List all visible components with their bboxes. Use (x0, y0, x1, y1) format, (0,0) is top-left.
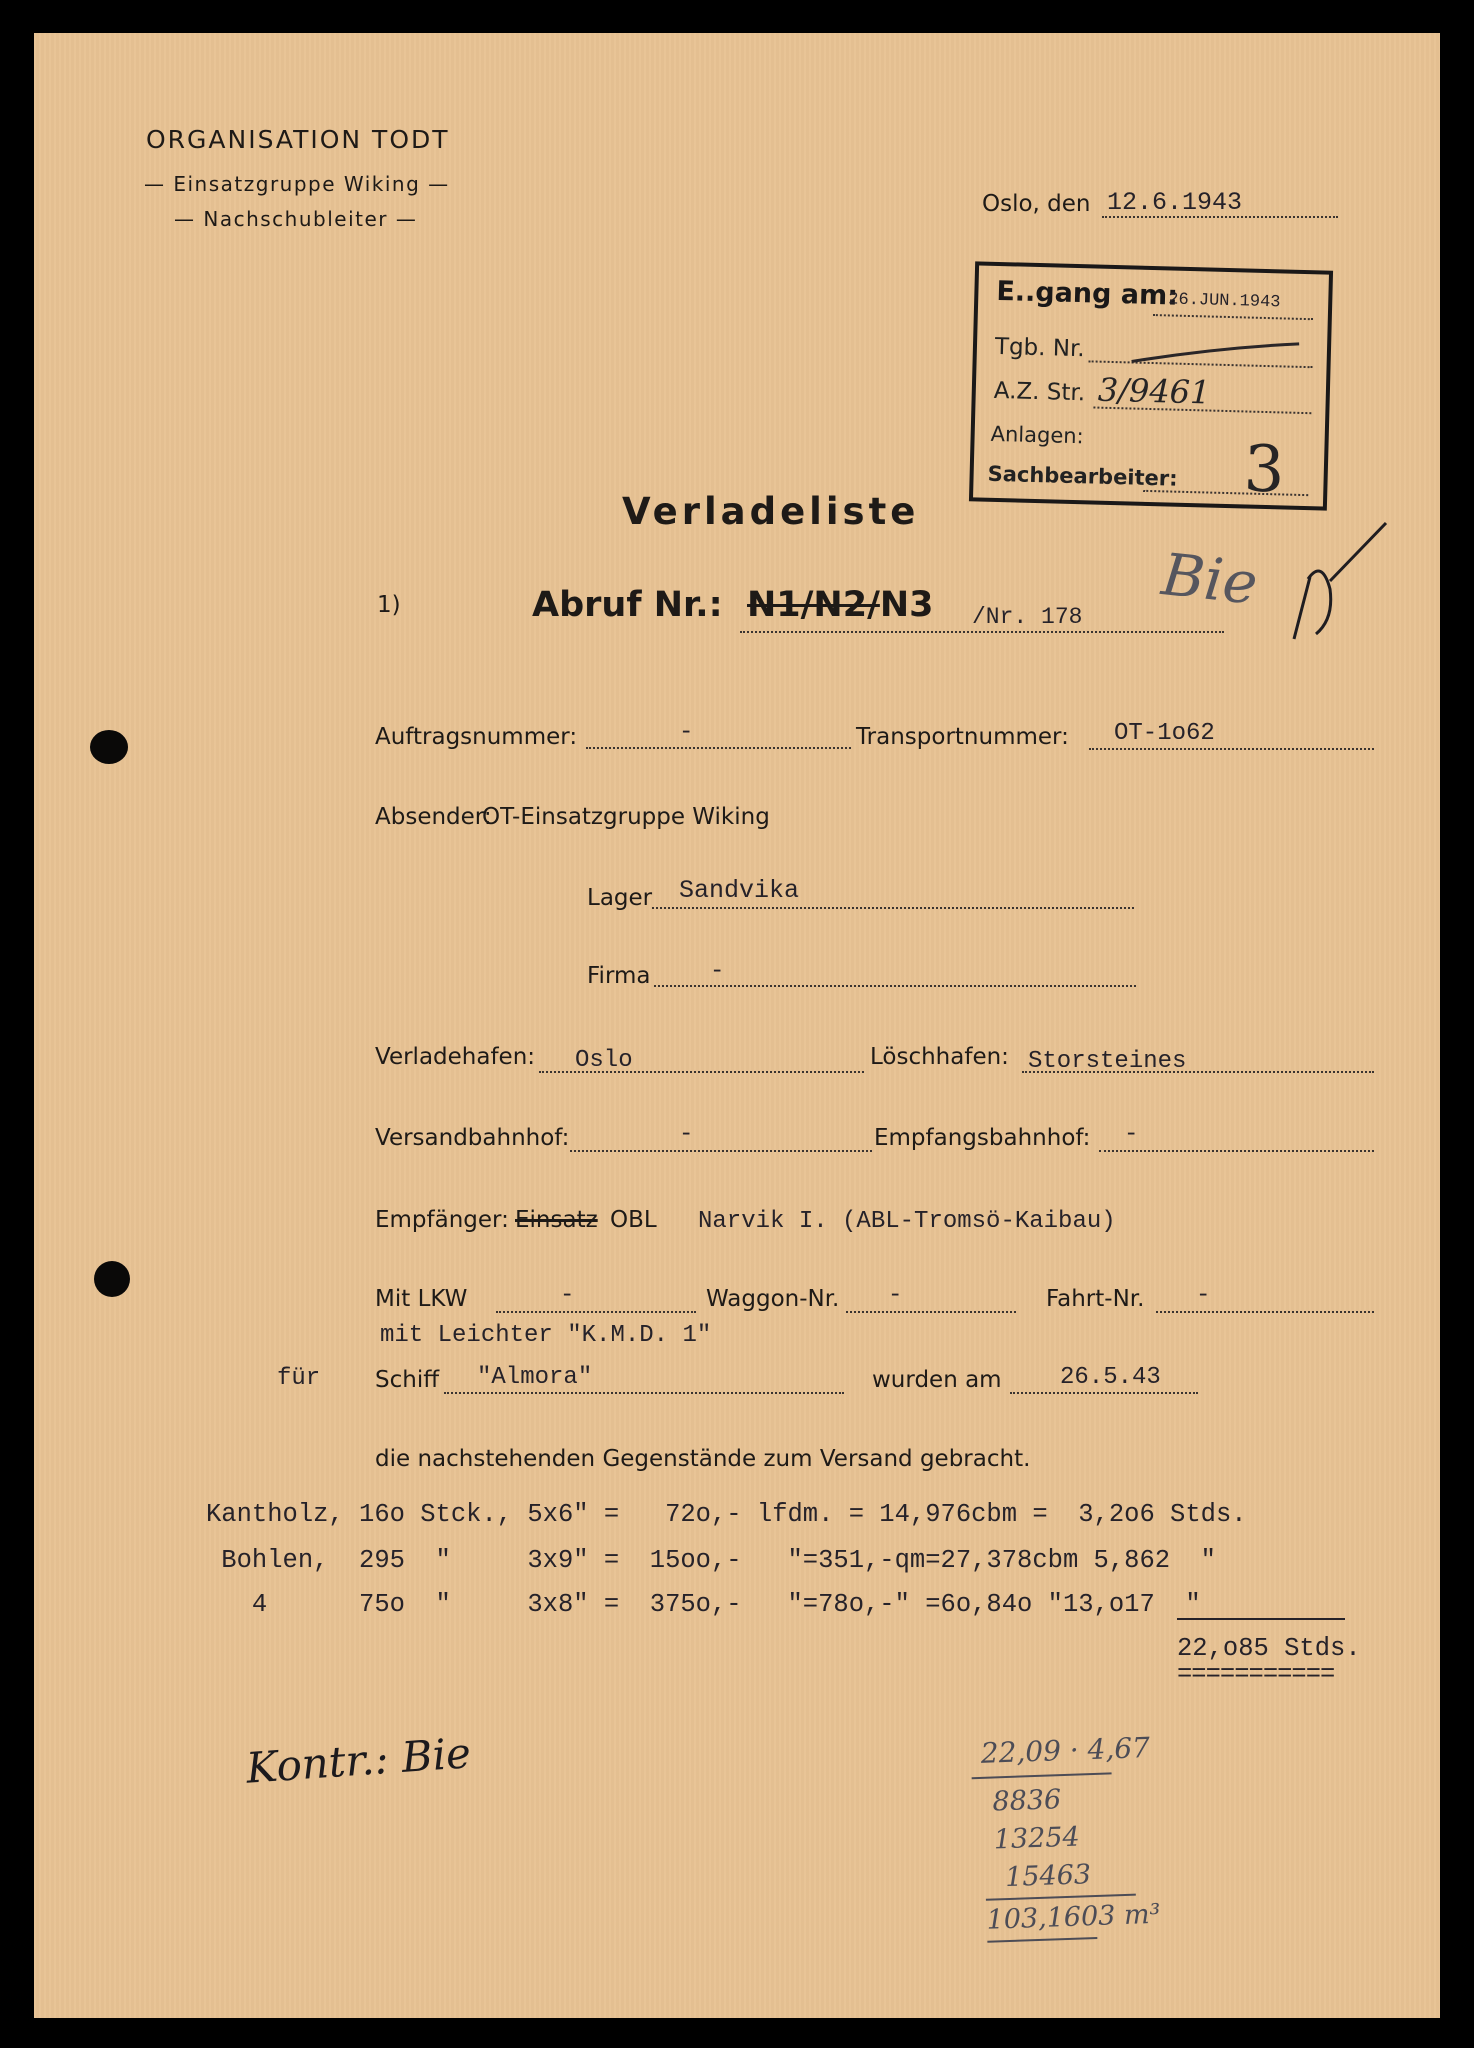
item-line-2: Bohlen, 295 " 3x9" = 15oo,- "=351,-qm=27,378cbm 5,862 " (206, 1546, 1216, 1575)
lager-dotted-line (652, 907, 1134, 909)
verladehafen-dotted-line (539, 1071, 864, 1073)
loeschhafen-value: Storsteines (1028, 1048, 1187, 1075)
stamp-line-1 (1153, 314, 1313, 320)
empfaenger-struck: Einsatz (515, 1207, 598, 1233)
auftragsnummer-value: - (679, 719, 694, 746)
calc-result: 103,1603 m³ (986, 1898, 1161, 1936)
fahrt-value: - (1196, 1282, 1211, 1309)
abruf-label: Abruf Nr.: (532, 585, 723, 625)
abruf-item-number: 1) (377, 592, 401, 618)
date-value: 12.6.1943 (1107, 188, 1243, 217)
transportnummer-value: OT-1o62 (1114, 720, 1215, 747)
schiff-dotted-line (444, 1392, 844, 1394)
absender-label: Absender: (375, 804, 492, 830)
schiff-value: "Almora" (477, 1364, 593, 1391)
stamp-eingang-label: E..gang am: (996, 275, 1179, 312)
versandbahnhof-value: - (679, 1121, 694, 1148)
waggon-value: - (888, 1282, 903, 1309)
loeschhafen-label: Löschhafen: (870, 1044, 1009, 1070)
document-title: Verladeliste (622, 490, 920, 533)
stamp-tgb-label: Tgb. Nr. (994, 333, 1086, 363)
versandbahnhof-label: Versandbahnhof: (375, 1125, 570, 1151)
stamp-anlagen-label: Anlagen: (990, 421, 1084, 449)
abruf-active-code: N3 (879, 585, 934, 625)
empfangsbahnhof-value: - (1124, 1121, 1139, 1148)
schiff-label: Schiff (375, 1367, 440, 1393)
empfangsbahnhof-dotted-line (1099, 1150, 1374, 1152)
absender-value: OT-Einsatzgruppe Wiking (482, 804, 770, 830)
lkw-label: Mit LKW (375, 1286, 468, 1312)
versand-text: die nachstehenden Gegenstände zum Versand gebracht. (375, 1446, 1031, 1472)
abruf-struck-codes: N1/N2/ (747, 585, 880, 625)
auftragsnummer-dotted-line (586, 747, 851, 749)
fahrt-label: Fahrt-Nr. (1046, 1286, 1145, 1312)
letterhead-department: — Nachschubleiter — (174, 207, 418, 231)
calc-line-1: 22,09 · 4,67 (980, 1731, 1151, 1770)
control-signature: Kontr.: Bie (244, 1728, 473, 1793)
auftragsnummer-label: Auftragsnummer: (375, 724, 578, 750)
lager-value: Sandvika (679, 876, 800, 905)
firma-value: - (710, 958, 725, 985)
letterhead-group: — Einsatzgruppe Wiking — (144, 172, 450, 196)
calc-rule-1 (972, 1772, 1112, 1779)
date-dotted-line (1102, 216, 1338, 218)
lager-label: Lager (587, 885, 653, 911)
total-line: 22,o85 Stds. (1177, 1634, 1361, 1663)
firma-dotted-line (654, 985, 1136, 987)
waggon-label: Waggon-Nr. (706, 1286, 840, 1312)
transportnummer-dotted-line (1089, 748, 1374, 750)
date-label: Oslo, den (982, 191, 1091, 217)
leichter-line: mit Leichter "K.M.D. 1" (380, 1322, 712, 1349)
calc-line-2: 8836 (991, 1784, 1062, 1818)
stamp-tgb-dash (1126, 333, 1307, 372)
lkw-dotted-line (496, 1311, 696, 1313)
lkw-value: - (560, 1282, 575, 1309)
empfangsbahnhof-label: Empfangsbahnhof: (874, 1125, 1091, 1151)
calc-line-4: 15463 (1004, 1859, 1092, 1894)
abruf-suffix: /Nr. 178 (972, 604, 1083, 630)
item-line-1: Kantholz, 16o Stck., 5x6" = 72o,- lfdm. = 14,976cbm = 3,2o6 Stds. (206, 1500, 1247, 1529)
abruf-codes (747, 585, 934, 625)
firma-label: Firma (587, 963, 651, 989)
wurden-dotted-line (1010, 1392, 1198, 1394)
empfaenger-value: Narvik I. (ABL-Tromsö-Kaibau) (698, 1208, 1116, 1235)
verladehafen-label: Verladehafen: (375, 1044, 536, 1070)
total-double-rule: =========== (1177, 1660, 1335, 1689)
wurden-label: wurden am (872, 1367, 1002, 1393)
verladehafen-value: Oslo (575, 1047, 633, 1074)
stamp-az-value: 3/9461 (1097, 370, 1211, 412)
document-page (34, 33, 1440, 2018)
abruf-dotted-line (740, 631, 1224, 633)
sum-underline (1177, 1618, 1345, 1620)
wurden-value: 26.5.43 (1060, 1364, 1161, 1391)
stamp-sachbearbeiter-label: Sachbearbeiter: (987, 461, 1178, 491)
empfaenger-label: Empfänger: (375, 1207, 509, 1233)
stamp-eingang-date: 26.JUN.1943 (1168, 290, 1281, 313)
punch-hole-bottom (94, 1261, 130, 1297)
stamp-az-label: A.Z. Str. (993, 377, 1086, 407)
letterhead-org: ORGANISATION TODT (146, 125, 450, 154)
receipt-stamp (969, 261, 1333, 510)
handwritten-initials: Bie (1158, 540, 1261, 618)
calc-rule-3 (987, 1937, 1097, 1943)
empfaenger-obl: OBL (610, 1207, 657, 1233)
punch-hole-top (90, 730, 128, 764)
pencil-calculation (950, 1728, 1238, 1958)
fahrt-dotted-line (1156, 1311, 1374, 1313)
handwritten-check-mark (1286, 519, 1396, 649)
transportnummer-label: Transportnummer: (856, 724, 1069, 750)
waggon-dotted-line (846, 1311, 1016, 1313)
versandbahnhof-dotted-line (570, 1150, 872, 1152)
loeschhafen-dotted-line (1022, 1071, 1374, 1073)
fuer-label: für (277, 1365, 321, 1392)
item-line-3: 4 75o " 3x8" = 375o,- "=78o,-" =6o,84o "13,o17 " (206, 1590, 1201, 1619)
stamp-sachbearbeiter-value: 3 (1242, 432, 1286, 508)
calc-line-3: 13254 (993, 1821, 1081, 1856)
